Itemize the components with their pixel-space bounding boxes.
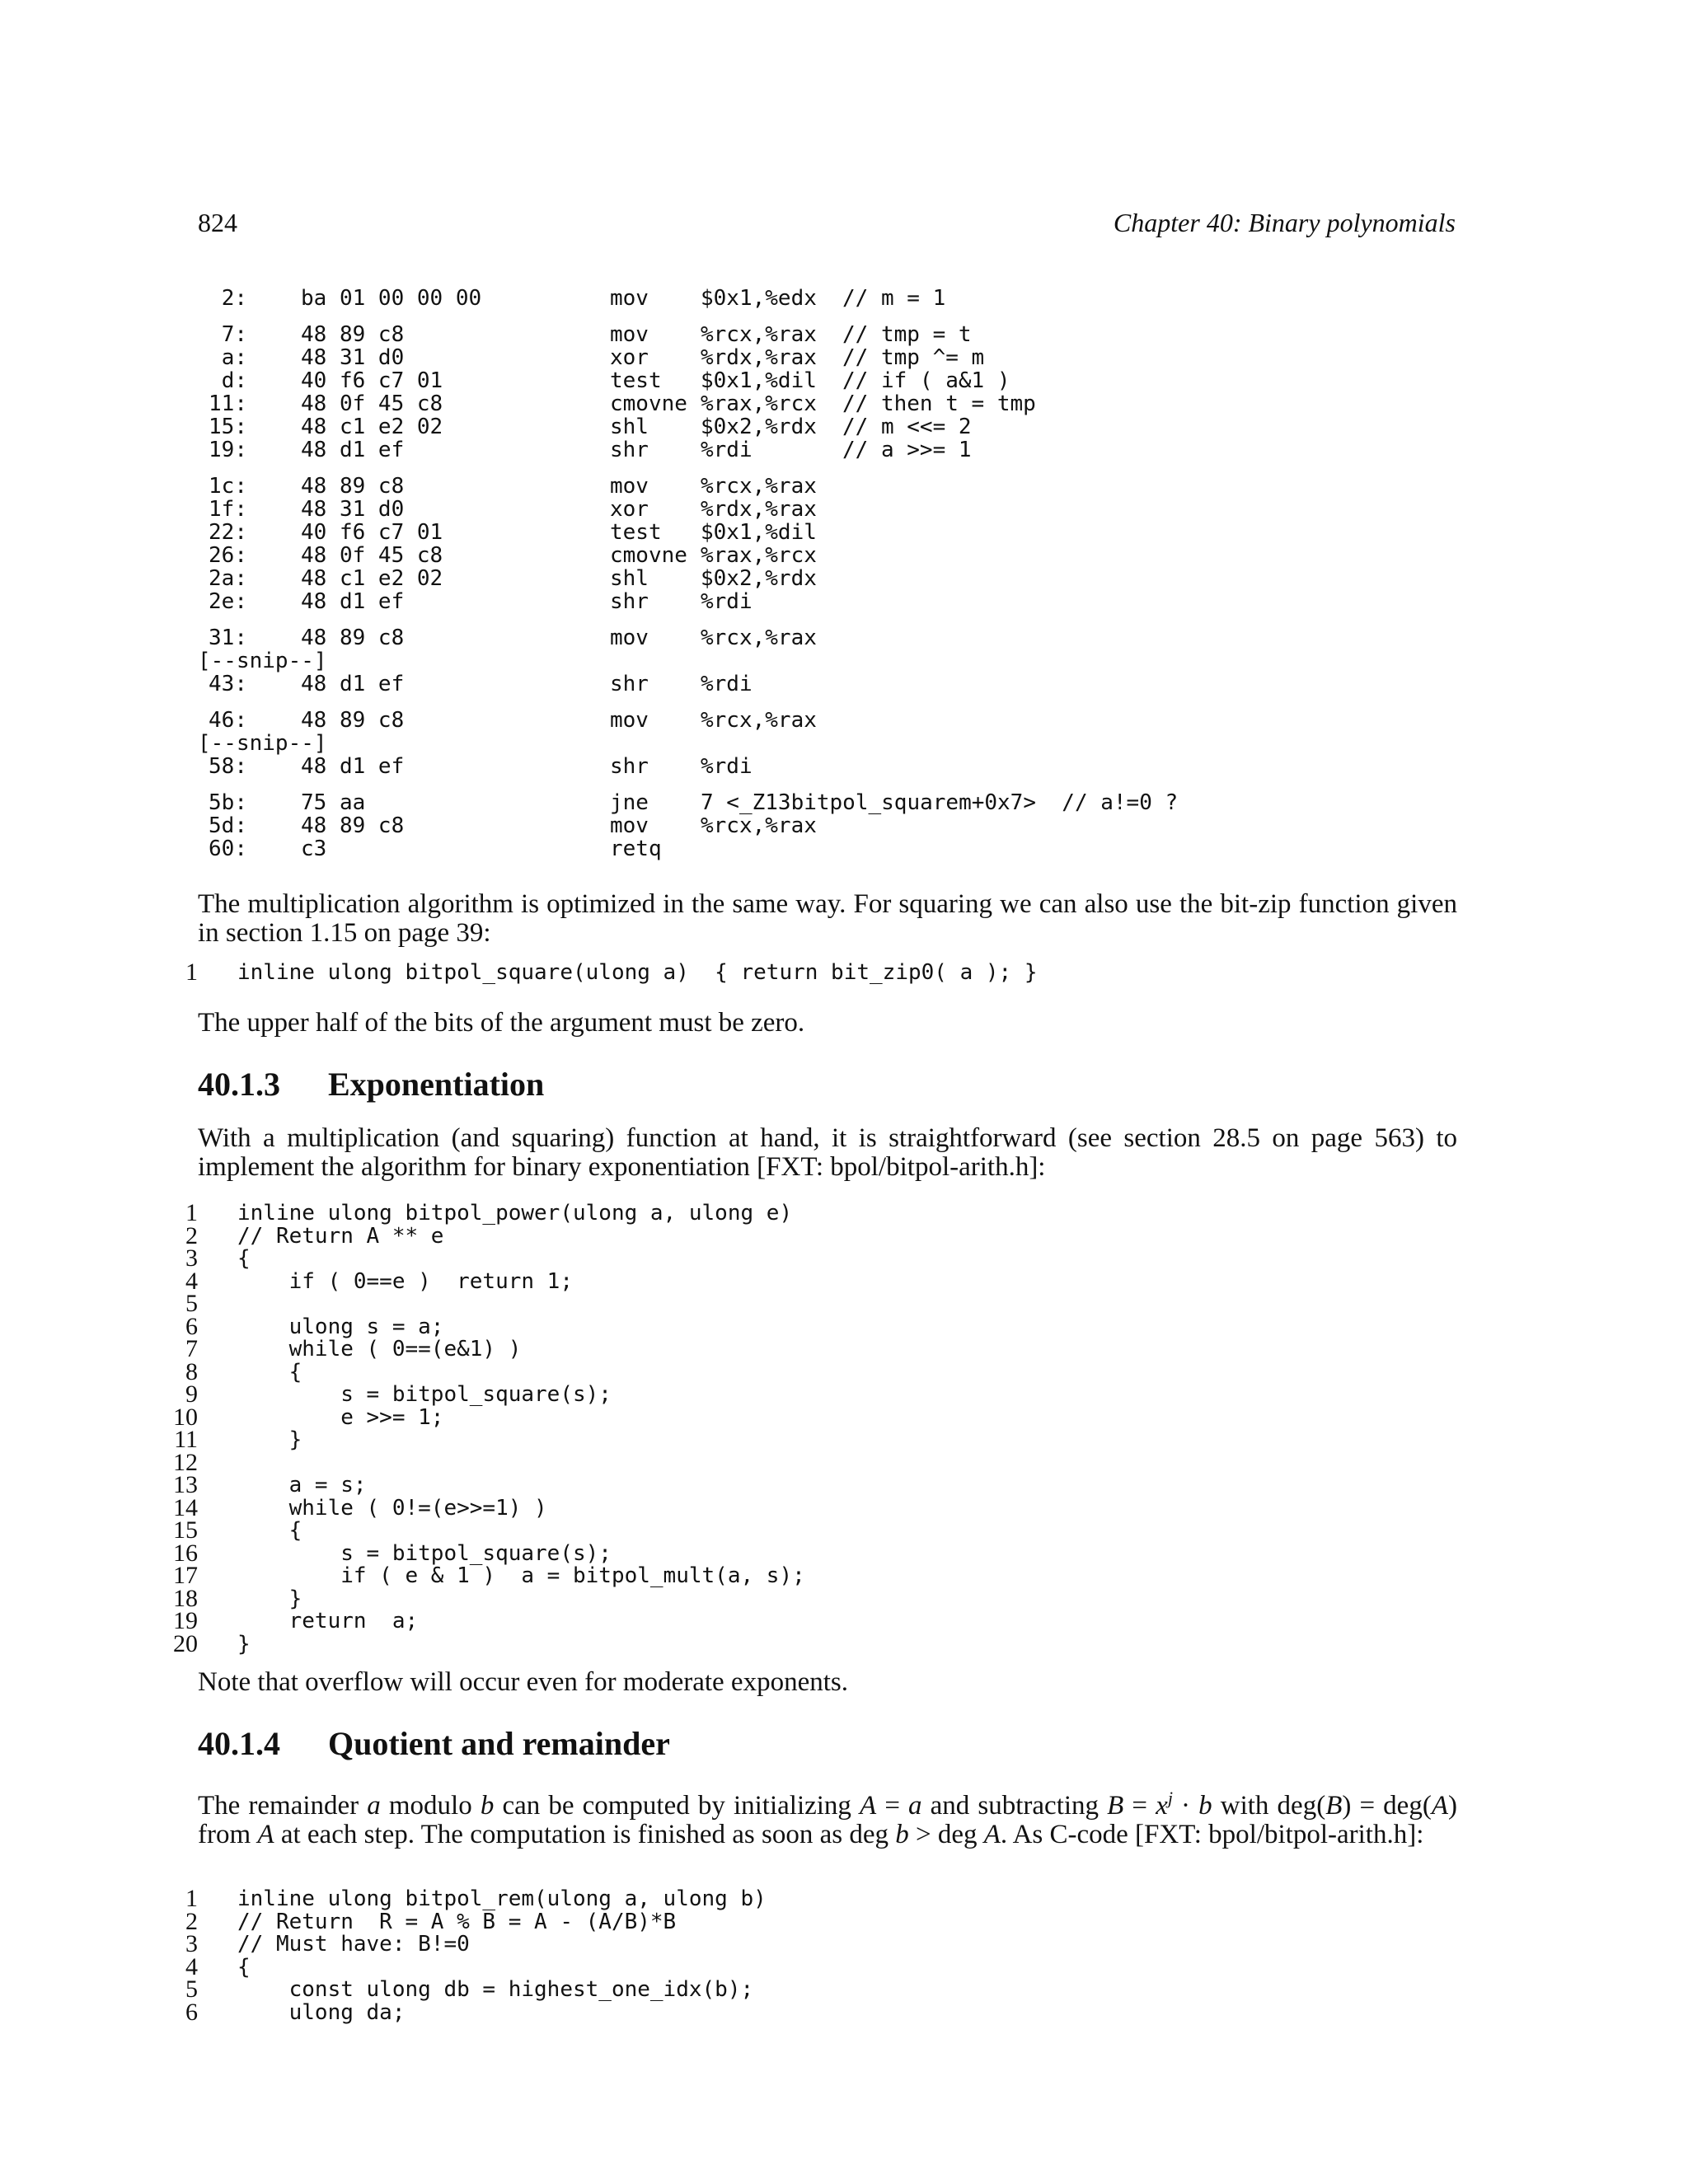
code-text: if ( e & 1 ) a = bitpol_mult(a, s); xyxy=(237,1563,805,1588)
line-number: 19 xyxy=(173,1607,198,1634)
asm-line xyxy=(198,323,1484,346)
paragraph-text xyxy=(198,1783,1457,1849)
paragraph-text: With a multiplication (and squaring) function at hand, it is straightforward (see section 28.5 on page 563) to implement the algorithm for binary exponentiation [FXT: bpol/bitpol-arith.h]: xyxy=(198,1123,1457,1182)
asm-mnemonic: shr xyxy=(610,754,649,779)
asm-address: 15: xyxy=(209,415,247,439)
asm-operands: %rdx,%rax xyxy=(701,345,817,370)
asm-line xyxy=(198,837,1484,860)
asm-line xyxy=(198,438,1484,462)
asm-bytes: 48 89 c8 xyxy=(301,626,405,650)
line-number: 9 xyxy=(185,1380,198,1408)
code-line xyxy=(165,1199,1484,1226)
asm-bytes: ba 01 00 00 00 xyxy=(301,286,482,311)
asm-line xyxy=(198,755,1484,778)
code-text: // Return A ** e xyxy=(237,1223,444,1249)
code-line xyxy=(165,1471,1484,1498)
asm-line xyxy=(198,544,1484,567)
code-line xyxy=(165,1539,1484,1567)
asm-block xyxy=(198,626,1484,696)
asm-comment: // m <<= 2 xyxy=(842,415,972,439)
asm-address: 11: xyxy=(209,391,247,416)
line-number: 8 xyxy=(185,1357,198,1385)
text-run: modulo xyxy=(380,1791,481,1821)
code-line xyxy=(165,1564,1484,1587)
asm-mnemonic: shr xyxy=(610,438,649,462)
code-line xyxy=(165,1975,1484,2003)
asm-comment: // a >>= 1 xyxy=(842,438,972,462)
asm-mnemonic: xor xyxy=(610,497,649,522)
code-text: while ( 0!=(e>>=1) ) xyxy=(237,1495,547,1521)
asm-line xyxy=(198,521,1484,544)
asm-line xyxy=(198,369,1484,392)
asm-bytes: 48 c1 e2 02 xyxy=(301,566,443,591)
asm-line xyxy=(198,814,1484,837)
code-text: } xyxy=(237,1586,302,1611)
line-number: 15 xyxy=(173,1516,198,1544)
code-text: inline ulong bitpol_rem(ulong a, ulong b) xyxy=(237,1886,767,1911)
math-var: x xyxy=(1156,1791,1168,1821)
paragraph-overflow xyxy=(198,1668,1457,1697)
math-var: b xyxy=(480,1791,495,1821)
asm-address: 31: xyxy=(209,626,247,650)
asm-line xyxy=(198,346,1484,369)
asm-address: 60: xyxy=(209,837,247,861)
asm-address: 1c: xyxy=(209,474,247,499)
code-line xyxy=(165,1907,1484,1935)
code-line xyxy=(165,1930,1484,1957)
asm-line xyxy=(198,590,1484,613)
asm-operands: $0x2,%rdx xyxy=(701,566,817,591)
code-text: ulong s = a; xyxy=(237,1314,444,1339)
code-line xyxy=(165,1448,1484,1476)
line-number: 1 xyxy=(185,1199,198,1226)
code-line xyxy=(165,1887,1484,1910)
code-text: inline ulong bitpol_square(ulong a) { return bit_zip0( a ); } xyxy=(237,960,1038,985)
section-title: Quotient and remainder xyxy=(328,1725,670,1762)
code-text: s = bitpol_square(s); xyxy=(237,1382,612,1407)
asm-operands: %rcx,%rax xyxy=(701,626,817,650)
asm-operands: %rdi xyxy=(701,438,753,462)
code-line xyxy=(165,1629,1484,1657)
asm-line xyxy=(198,709,1484,732)
asm-mnemonic: retq xyxy=(610,837,662,861)
text-run: and subtracting xyxy=(921,1791,1108,1821)
code-line xyxy=(165,1403,1484,1431)
math-var: B xyxy=(1325,1791,1343,1821)
text-run: . As C-code [FXT: bpol/bitpol-arith.h]: xyxy=(1000,1820,1424,1849)
text-run: with deg( xyxy=(1212,1791,1326,1821)
code-text: const ulong db = highest_one_idx(b); xyxy=(237,1977,754,2002)
code-text: return a; xyxy=(237,1609,419,1633)
asm-block xyxy=(198,791,1484,860)
asm-address: 22: xyxy=(209,520,247,545)
math-var: A xyxy=(860,1791,877,1821)
asm-bytes: 48 0f 45 c8 xyxy=(301,543,443,568)
asm-bytes: 48 c1 e2 02 xyxy=(301,415,443,439)
asm-snip-marker: [--snip--] xyxy=(198,649,327,673)
text-run: The remainder xyxy=(198,1791,368,1821)
code-text: { xyxy=(237,1359,302,1385)
asm-mnemonic: jne xyxy=(610,790,649,815)
page-number: 824 xyxy=(198,208,237,237)
math-var: a xyxy=(908,1791,922,1821)
asm-mnemonic: mov xyxy=(610,322,649,347)
line-number: 20 xyxy=(173,1629,198,1657)
asm-block xyxy=(198,475,1484,613)
asm-mnemonic: xor xyxy=(610,345,649,370)
asm-line xyxy=(198,392,1484,415)
asm-comment: // if ( a&1 ) xyxy=(842,368,1010,393)
paragraph-remainder xyxy=(198,1783,1457,1849)
paragraph-text: The upper half of the bits of the argument must be zero. xyxy=(198,1008,805,1038)
asm-address: 19: xyxy=(209,438,247,462)
code-text: { xyxy=(237,1954,251,1980)
code-line xyxy=(165,1998,1484,2026)
asm-operands: %rdx,%rax xyxy=(701,497,817,522)
code-line xyxy=(165,1335,1484,1362)
asm-address: 2a: xyxy=(209,566,247,591)
line-number: 4 xyxy=(185,1267,198,1295)
line-number: 7 xyxy=(185,1335,198,1362)
asm-address: 5d: xyxy=(209,813,247,838)
code-line xyxy=(165,1607,1484,1634)
asm-bytes: 75 aa xyxy=(301,790,366,815)
asm-block xyxy=(198,709,1484,778)
line-number: 1 xyxy=(185,958,198,986)
paragraph-exponentiation xyxy=(198,1124,1457,1182)
section-number: 40.1.3 xyxy=(198,1066,280,1103)
section-title: Exponentiation xyxy=(328,1066,545,1103)
line-number: 18 xyxy=(173,1584,198,1612)
code-text: a = s; xyxy=(237,1473,367,1497)
asm-operands: 7 <_Z13bitpol_squarem+0x7> // a!=0 ? xyxy=(701,790,1179,815)
asm-line xyxy=(198,673,1484,696)
code-line xyxy=(165,1380,1484,1408)
asm-operands: $0x2,%rdx xyxy=(701,415,817,439)
asm-bytes: 48 0f 45 c8 xyxy=(301,391,443,416)
code-text: while ( 0==(e&1) ) xyxy=(237,1337,522,1361)
code-text: s = bitpol_square(s); xyxy=(237,1540,612,1566)
math-var: a xyxy=(367,1791,381,1821)
line-number: 4 xyxy=(185,1952,198,1980)
line-number: 6 xyxy=(185,1998,198,2026)
asm-operands: %rcx,%rax xyxy=(701,474,817,499)
asm-address: d: xyxy=(221,368,247,393)
asm-operands: %rdi xyxy=(701,589,753,614)
code-line xyxy=(165,1516,1484,1544)
code-line xyxy=(165,1221,1484,1249)
asm-mnemonic: test xyxy=(610,520,662,545)
code-text: e >>= 1; xyxy=(237,1404,444,1430)
asm-mnemonic: mov xyxy=(610,813,649,838)
asm-mnemonic: cmovne xyxy=(610,543,687,568)
code-listing-rem xyxy=(165,1885,1484,2026)
asm-comment: // tmp ^= m xyxy=(842,345,985,370)
math-exponent: j xyxy=(1167,1788,1173,1808)
code-text: } xyxy=(237,1631,251,1657)
paragraph-upper-half xyxy=(198,1009,1457,1038)
code-text: { xyxy=(237,1518,302,1543)
asm-address: 58: xyxy=(209,754,247,779)
code-line xyxy=(165,958,1484,986)
math-var: b xyxy=(1198,1791,1212,1821)
asm-address: 7: xyxy=(221,322,247,347)
line-number: 11 xyxy=(174,1426,198,1453)
text-run: ) from xyxy=(198,1791,1457,1849)
text-run: can be computed by initializing xyxy=(494,1791,860,1821)
section-heading-exponentiation xyxy=(198,1065,544,1104)
asm-operands: %rax,%rcx xyxy=(701,391,817,416)
code-listing-square xyxy=(165,958,1484,986)
asm-bytes: 48 89 c8 xyxy=(301,474,405,499)
asm-mnemonic: shl xyxy=(610,415,649,439)
asm-comment: // m = 1 xyxy=(842,286,946,311)
code-text: inline ulong bitpol_power(ulong a, ulong e) xyxy=(237,1201,793,1226)
text-run: = xyxy=(876,1791,909,1821)
code-line xyxy=(165,1428,1484,1451)
asm-line xyxy=(198,415,1484,438)
text-run: > deg xyxy=(908,1820,984,1849)
asm-line xyxy=(198,567,1484,590)
asm-line xyxy=(198,791,1484,814)
asm-address: 2: xyxy=(221,286,247,311)
code-listing-power xyxy=(165,1199,1484,1657)
asm-bytes: 48 d1 ef xyxy=(301,754,405,779)
text-run: at each step. The computation is finished as soon as deg xyxy=(274,1820,896,1849)
code-line xyxy=(165,1267,1484,1295)
section-number: 40.1.4 xyxy=(198,1725,280,1762)
code-line xyxy=(165,1493,1484,1521)
asm-line xyxy=(198,475,1484,498)
text-run: ) = deg( xyxy=(1342,1791,1432,1821)
asm-line xyxy=(198,287,1484,310)
assembly-listing xyxy=(198,287,1484,874)
asm-mnemonic: shr xyxy=(610,589,649,614)
line-number: 2 xyxy=(185,1907,198,1935)
code-text: if ( 0==e ) return 1; xyxy=(237,1268,573,1294)
asm-address: 1f: xyxy=(209,497,247,522)
asm-mnemonic: mov xyxy=(610,626,649,650)
code-line xyxy=(165,1584,1484,1612)
asm-address: 43: xyxy=(209,672,247,696)
math-var: B xyxy=(1107,1791,1124,1821)
line-number: 3 xyxy=(185,1930,198,1957)
asm-bytes: 40 f6 c7 01 xyxy=(301,520,443,545)
asm-mnemonic: shl xyxy=(610,566,649,591)
line-number: 5 xyxy=(185,1975,198,2003)
asm-bytes: 48 89 c8 xyxy=(301,813,405,838)
asm-mnemonic: mov xyxy=(610,286,649,311)
asm-operands: $0x1,%dil xyxy=(701,368,817,393)
asm-bytes: 48 31 d0 xyxy=(301,497,405,522)
line-number: 17 xyxy=(173,1562,198,1589)
asm-bytes: 48 d1 ef xyxy=(301,589,405,614)
math-var: A xyxy=(1431,1791,1448,1821)
asm-bytes: 48 d1 ef xyxy=(301,672,405,696)
asm-comment: // tmp = t xyxy=(842,322,972,347)
asm-mnemonic: mov xyxy=(610,474,649,499)
asm-bytes: c3 xyxy=(301,837,327,861)
line-number: 13 xyxy=(173,1471,198,1498)
line-number: 1 xyxy=(185,1885,198,1912)
paragraph-text: Note that overflow will occur even for moderate exponents. xyxy=(198,1667,848,1697)
asm-operands: %rcx,%rax xyxy=(701,813,817,838)
code-line xyxy=(165,1312,1484,1340)
code-line xyxy=(165,1292,1484,1315)
asm-bytes: 40 f6 c7 01 xyxy=(301,368,443,393)
asm-mnemonic: cmovne xyxy=(610,391,687,416)
asm-bytes: 48 89 c8 xyxy=(301,708,405,733)
asm-operands: $0x1,%dil xyxy=(701,520,817,545)
asm-address: a: xyxy=(221,345,247,370)
code-text: ulong da; xyxy=(237,1999,406,2025)
math-var: A xyxy=(983,1820,1001,1849)
asm-mnemonic: test xyxy=(610,368,662,393)
asm-bytes: 48 d1 ef xyxy=(301,438,405,462)
asm-line xyxy=(198,498,1484,521)
line-number: 5 xyxy=(185,1290,198,1317)
paragraph-multiplication xyxy=(198,890,1457,948)
asm-mnemonic: mov xyxy=(610,708,649,733)
asm-bytes: 48 89 c8 xyxy=(301,322,405,347)
line-number: 3 xyxy=(185,1244,198,1272)
asm-bytes: 48 31 d0 xyxy=(301,345,405,370)
line-number: 14 xyxy=(173,1493,198,1521)
asm-address: 2e: xyxy=(209,589,247,614)
line-number: 10 xyxy=(173,1403,198,1431)
code-line xyxy=(165,1357,1484,1385)
asm-block xyxy=(198,287,1484,310)
line-number: 16 xyxy=(173,1539,198,1567)
asm-operands: %rdi xyxy=(701,672,753,696)
section-heading-quotient xyxy=(198,1724,670,1763)
code-line xyxy=(165,1952,1484,1980)
code-text: // Must have: B!=0 xyxy=(237,1932,470,1957)
asm-address: 46: xyxy=(209,708,247,733)
asm-address: 5b: xyxy=(209,790,247,815)
code-text: } xyxy=(237,1427,302,1452)
asm-operands: %rdi xyxy=(701,754,753,779)
asm-mnemonic: shr xyxy=(610,672,649,696)
code-text: { xyxy=(237,1246,251,1271)
asm-operands: %rcx,%rax xyxy=(701,708,817,733)
asm-operands: %rax,%rcx xyxy=(701,543,817,568)
chapter-title: Chapter 40: Binary polynomials xyxy=(1113,208,1456,237)
code-line xyxy=(165,1244,1484,1272)
line-number: 2 xyxy=(185,1221,198,1249)
text-run: · xyxy=(1172,1791,1199,1821)
asm-operands: %rcx,%rax xyxy=(701,322,817,347)
line-number: 12 xyxy=(173,1448,198,1476)
asm-operands: $0x1,%edx xyxy=(701,286,817,311)
text-run: = xyxy=(1123,1791,1156,1821)
asm-address: 26: xyxy=(209,543,247,568)
code-text: // Return R = A % B = A - (A/B)*B xyxy=(237,1909,677,1934)
math-var: b xyxy=(895,1820,909,1849)
asm-block xyxy=(198,323,1484,462)
asm-comment: // then t = tmp xyxy=(842,391,1036,416)
asm-line xyxy=(198,626,1484,649)
math-var: A xyxy=(257,1820,274,1849)
asm-snip-marker: [--snip--] xyxy=(198,731,327,756)
line-number: 6 xyxy=(185,1312,198,1340)
paragraph-text: The multiplication algorithm is optimized in the same way. For squaring we can also use the bit-zip function given in section 1.15 on page 39: xyxy=(198,889,1457,948)
